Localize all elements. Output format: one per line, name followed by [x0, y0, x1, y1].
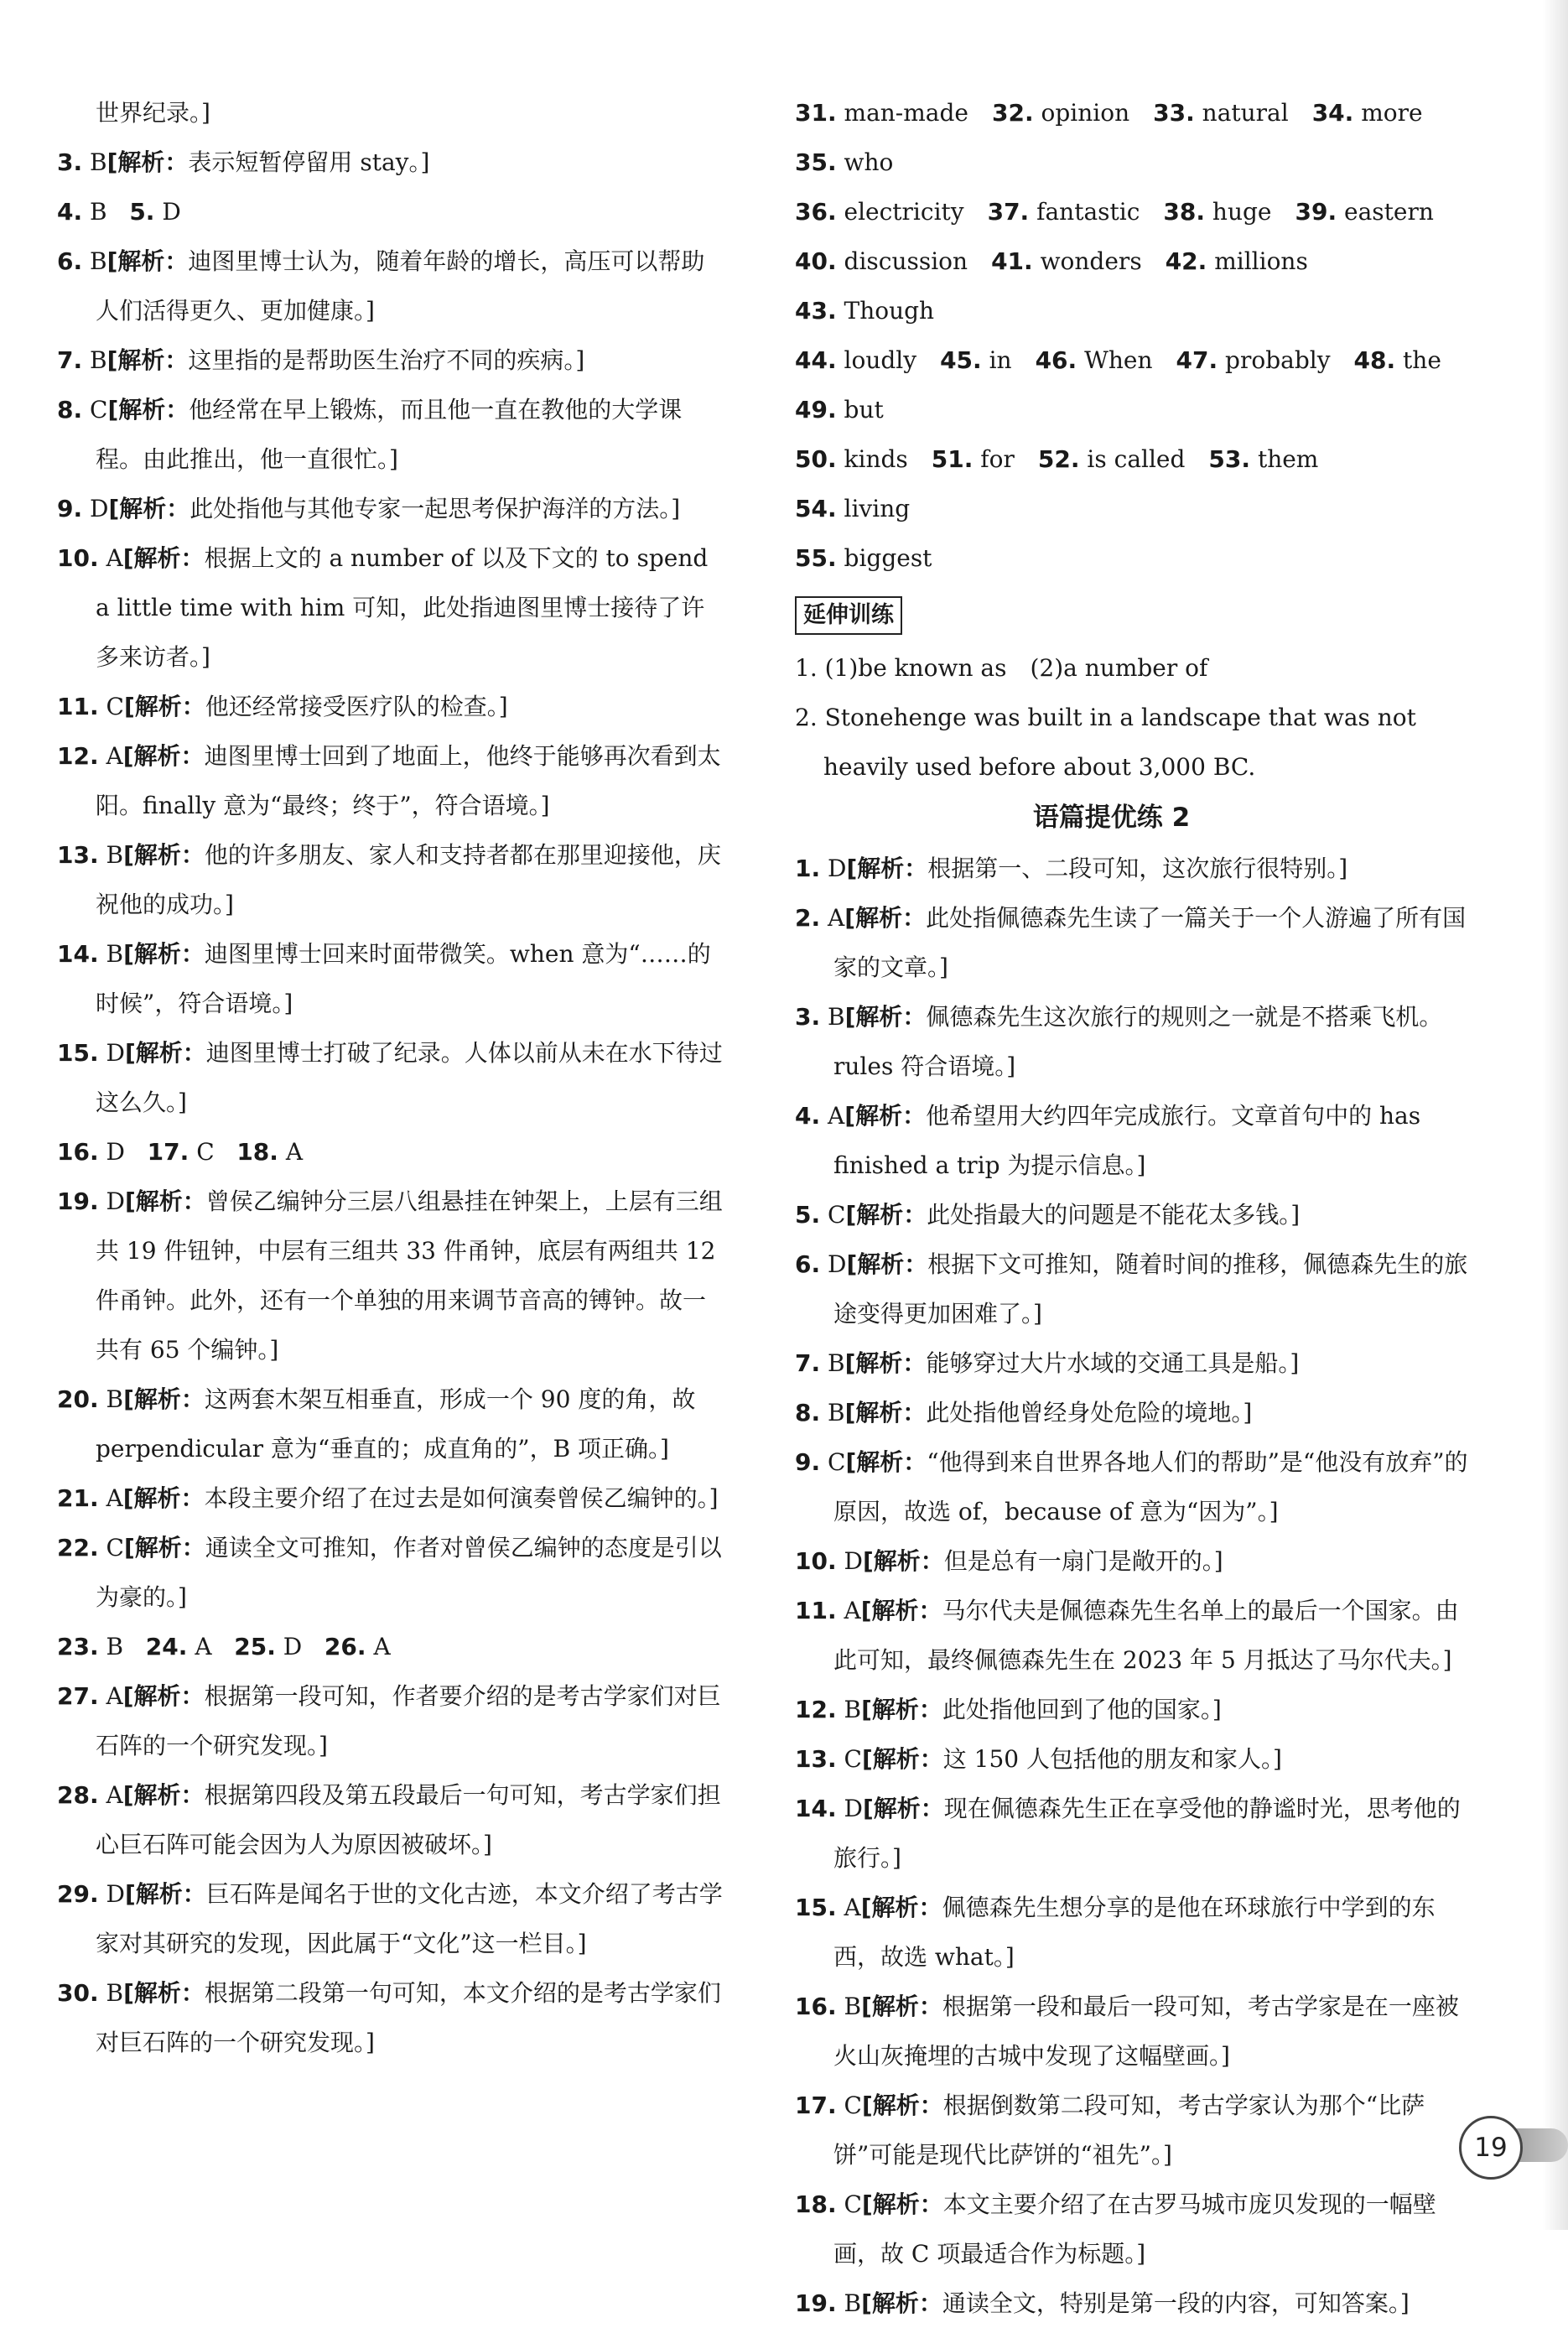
q-answer: B: [844, 1993, 862, 2020]
q-number: 54.: [795, 495, 837, 522]
analysis-text: 他还经常接受医疗队的检查。]: [205, 693, 508, 720]
analysis-text: 迪图里博士回来时面带微笑。when 意为“……的时候”，符合语境。]: [96, 940, 711, 1017]
vocab-item: [1354, 335, 1441, 385]
q-number: 16.: [57, 1138, 99, 1166]
analysis-text: 这两套木架互相垂直，形成一个 90 度的角，故 perpendicular 意为“垂直的；成直角的”，B 项正确。]: [96, 1385, 696, 1463]
analysis-text: 根据第一、二段可知，这次旅行很特别。]: [927, 855, 1348, 882]
answer-entry-19: [57, 1177, 728, 1374]
q-answer: D: [162, 198, 181, 226]
vocab-word: in: [989, 346, 1012, 374]
analysis-tag: [解析：: [862, 1547, 944, 1575]
q-number: 9.: [795, 1448, 821, 1476]
q-number: 24.: [145, 1633, 188, 1660]
vocab-item: [991, 236, 1142, 286]
q-answer: B: [828, 1003, 845, 1031]
q-number: 4.: [795, 1102, 821, 1130]
vocab-word: millions: [1214, 247, 1308, 275]
answer-entry-20: [57, 1374, 728, 1473]
answer-entry-22: [57, 1523, 728, 1622]
q-answer: C: [828, 1448, 846, 1476]
q-number: 29.: [57, 1880, 99, 1908]
q-number: 31.: [795, 99, 837, 127]
vocab-word: opinion: [1041, 99, 1130, 127]
extension-item-1: 1. (1)be known as (2)a number of: [795, 654, 1208, 682]
answer-entry: [795, 2180, 1478, 2279]
analysis-text: 但是总有一扇门是敞开的。]: [943, 1547, 1223, 1575]
q-answer: C: [106, 1534, 124, 1562]
analysis-tag: [解析：: [123, 1534, 205, 1562]
analysis-tag: [解析：: [861, 2289, 942, 2317]
vocab-word: kinds: [844, 445, 908, 473]
q-answer: D: [106, 1880, 125, 1908]
vocab-item: [795, 434, 908, 484]
answer-entry-27: [57, 1671, 728, 1770]
q-number: 5.: [129, 198, 155, 226]
section2-answers: [795, 844, 1478, 2328]
q-number: 36.: [795, 198, 837, 226]
page-number: 19: [1459, 2116, 1523, 2180]
answer-entry: [795, 893, 1478, 992]
q-answer: D: [844, 1547, 863, 1575]
vocab-word: electricity: [844, 198, 964, 226]
q-number: 26.: [324, 1633, 366, 1660]
q-number: 53.: [1208, 445, 1251, 473]
q-answer: D: [828, 855, 847, 882]
answer-entry: [795, 1091, 1478, 1190]
analysis-tag: [解析：: [844, 1102, 927, 1130]
analysis-tag: [解析：: [860, 1597, 942, 1624]
q-number: 3.: [795, 1003, 821, 1031]
analysis-tag: [解析：: [846, 1250, 928, 1278]
answer-entry: [795, 1388, 1478, 1437]
analysis-text: 此处指他与其他专家一起思考保护海洋的方法。]: [190, 495, 681, 522]
analysis-text: 马尔代夫是佩德森先生名单上的最后一个国家。由此可知，最终佩德森先生在 2023 年 5 月抵达了马尔代夫。]: [833, 1597, 1459, 1674]
vocab-word: loudly: [844, 346, 917, 374]
q-number: 15.: [57, 1039, 99, 1067]
q-number: 27.: [57, 1682, 99, 1710]
q-answer: A: [828, 1102, 845, 1130]
analysis-tag: [解析：: [123, 1385, 205, 1413]
q-answer: D: [106, 1187, 125, 1215]
analysis-tag: [解析：: [107, 396, 190, 424]
q-number: 3.: [57, 148, 83, 176]
answer-entry-15: [57, 1028, 728, 1127]
analysis-text: 迪图里博士打破了纪录。人体以前从未在水下待过这么久。]: [96, 1039, 723, 1116]
analysis-text: 根据第二段第一句可知，本文介绍的是考古学家们对巨石阵的一个研究发现。]: [96, 1979, 721, 2056]
vocab-word: more: [1361, 99, 1423, 127]
q-answer: D: [106, 1138, 125, 1166]
extension-item-2: 2. Stonehenge was built in a landscape that was not heavily used before about 3,000 BC.: [795, 704, 1416, 781]
q-answer: C: [844, 1745, 862, 1773]
q-answer: B: [106, 940, 124, 968]
answer-entry: [795, 2279, 1478, 2328]
continuation-text: 世界纪录。]: [96, 99, 210, 127]
answer-entry: [795, 1784, 1478, 1883]
q-answer: A: [106, 1484, 123, 1512]
analysis-tag: [解析：: [122, 544, 205, 572]
analysis-tag: [解析：: [845, 1448, 927, 1476]
analysis-tag: [解析：: [844, 904, 927, 932]
vocab-item: [1036, 335, 1153, 385]
q-number: 39.: [1295, 198, 1337, 226]
q-answer: C: [90, 396, 108, 424]
analysis-text: 迪图里博士认为，随着年龄的增长，高压可以帮助人们活得更久、更加健康。]: [96, 247, 705, 325]
vocab-word: living: [844, 495, 911, 522]
q-number: 49.: [795, 396, 837, 424]
vocab-item: [932, 434, 1015, 484]
vocab-word: the: [1403, 346, 1441, 374]
q-answer: A: [106, 742, 123, 770]
q-answer: C: [196, 1138, 215, 1166]
vocab-word: eastern: [1344, 198, 1434, 226]
analysis-text: 这 150 人包括他的朋友和家人。]: [942, 1745, 1282, 1773]
q-number: 37.: [987, 198, 1030, 226]
answer-entry: [795, 1437, 1478, 1536]
q-answer: C: [106, 693, 124, 720]
analysis-text: 巨石阵是闻名于世的文化古迹，本文介绍了考古学家对其研究的发现，因此属于“文化”这一栏目。]: [96, 1880, 723, 1957]
q-answer: A: [373, 1633, 391, 1660]
analysis-text: 根据上文的 a number of 以及下文的 to spend a little time with him 可知，此处指迪图里博士接待了许多来访者。]: [96, 544, 709, 671]
analysis-text: 此处指佩德森先生读了一篇关于一个人游遍了所有国家的文章。]: [833, 904, 1467, 981]
q-number: 11.: [795, 1597, 837, 1624]
answer-entry: [795, 2081, 1478, 2180]
q-number: 18.: [795, 2190, 837, 2218]
analysis-text: 能够穿过大片水域的交通工具是船。]: [926, 1349, 1300, 1377]
vocab-word: discussion: [844, 247, 968, 275]
analysis-tag: [解析：: [861, 1745, 943, 1773]
analysis-text: 曾侯乙编钟分三层八组悬挂在钟架上，上层有三组共 19 件钮钟，中层有三组共 33 件甬钟，底层有两组共 12 件甬钟。此外，还有一个单独的用来调节音高的镈钟。故一共有 65 个编钟。]: [96, 1187, 723, 1364]
analysis-text: 本段主要介绍了在过去是如何演奏曾侯乙编钟的。]: [204, 1484, 719, 1512]
analysis-text: 此处指最大的问题是不能花太多钱。]: [927, 1201, 1301, 1229]
vocab-item: [795, 335, 916, 385]
q-number: 50.: [795, 445, 837, 473]
analysis-tag: [解析：: [124, 1880, 206, 1908]
vocab-item: [1208, 434, 1318, 484]
q-number: 18.: [236, 1138, 278, 1166]
q-answer: D: [844, 1795, 863, 1822]
analysis-text: 此处指他回到了他的国家。]: [942, 1696, 1222, 1723]
answer-short-row: [57, 187, 728, 236]
vocab-word: biggest: [844, 544, 932, 572]
answer-short-row: [57, 1127, 728, 1177]
q-number: 33.: [1153, 99, 1195, 127]
q-number: 5.: [795, 1201, 821, 1229]
q-number: 52.: [1037, 445, 1080, 473]
answer-entry: [795, 844, 1478, 893]
q-answer: B: [90, 198, 107, 226]
answer-entry-12: [57, 731, 728, 830]
analysis-text: 根据第一段可知，作者要介绍的是考古学家们对巨石阵的一个研究发现。]: [96, 1682, 721, 1759]
analysis-tag: [解析：: [108, 495, 190, 522]
q-number: 35.: [795, 148, 837, 176]
analysis-tag: [解析：: [844, 1349, 927, 1377]
analysis-text: 这里指的是帮助医生治疗不同的疾病。]: [188, 346, 585, 374]
q-number: 17.: [147, 1138, 190, 1166]
vocab-word: man-made: [844, 99, 968, 127]
vocab-item: [795, 187, 964, 236]
analysis-tag: [解析：: [845, 1201, 927, 1229]
q-answer: B: [106, 1385, 124, 1413]
analysis-text: 通读全文可推知，作者对曾侯乙编钟的态度是引以为豪的。]: [96, 1534, 722, 1611]
analysis-tag: [解析：: [106, 247, 189, 275]
analysis-tag: [解析：: [122, 1781, 205, 1809]
right-column: [795, 88, 1478, 2328]
analysis-text: 通读全文，特别是第一段的内容，可知答案。]: [942, 2289, 1410, 2317]
answer-entry-10: [57, 533, 728, 682]
vocab-item: [795, 138, 893, 187]
q-number: 4.: [57, 198, 83, 226]
q-answer: D: [283, 1633, 303, 1660]
answer-entry-30: [57, 1968, 728, 2067]
vocab-item: [1312, 88, 1423, 138]
q-number: 19.: [795, 2289, 837, 2317]
analysis-tag: [解析：: [844, 1003, 927, 1031]
answer-entry-11: [57, 682, 728, 731]
vocab-item: [1038, 434, 1186, 484]
q-number: 8.: [795, 1399, 821, 1426]
q-answer: B: [90, 346, 107, 374]
vocab-word: natural: [1202, 99, 1289, 127]
q-number: 16.: [795, 1993, 837, 2020]
q-number: 12.: [57, 742, 99, 770]
analysis-text: 迪图里博士回到了地面上，他终于能够再次看到太阳。finally 意为“最终；终于”，符合语境。]: [96, 742, 721, 819]
analysis-tag: [解析：: [106, 148, 189, 176]
q-number: 10.: [57, 544, 99, 572]
answer-entry: [795, 1190, 1478, 1239]
q-number: 41.: [991, 247, 1033, 275]
q-answer: A: [844, 1894, 861, 1921]
vocab-item: [988, 187, 1140, 236]
q-answer: A: [285, 1138, 304, 1166]
q-number: 32.: [992, 99, 1034, 127]
vocab-item: [795, 88, 968, 138]
answer-entry: [795, 992, 1478, 1091]
q-number: 47.: [1176, 346, 1218, 374]
analysis-text: 根据第一段和最后一段可知，考古学家是在一座被火山灰掩埋的古城中发现了这幅壁画。]: [833, 1993, 1459, 2070]
analysis-text: 表示短暂停留用 stay。]: [188, 148, 430, 176]
q-number: 17.: [795, 2092, 837, 2119]
q-number: 43.: [795, 297, 837, 325]
answer-entry-14: [57, 929, 728, 1028]
analysis-tag: [解析：: [122, 742, 205, 770]
q-answer: A: [106, 1781, 123, 1809]
q-answer: D: [90, 495, 109, 522]
vocab-item: [1295, 187, 1433, 236]
analysis-tag: [解析：: [861, 2190, 943, 2218]
q-number: 42.: [1165, 247, 1207, 275]
vocab-word: probably: [1225, 346, 1331, 374]
analysis-text: 佩德森先生想分享的是他在环球旅行中学到的东西，故选 what。]: [833, 1894, 1436, 1971]
q-number: 45.: [940, 346, 982, 374]
vocab-word: When: [1084, 346, 1153, 374]
answer-entry: [795, 1536, 1478, 1586]
q-number: 6.: [57, 247, 83, 275]
q-answer: A: [106, 1682, 123, 1710]
analysis-tag: [解析：: [862, 1795, 944, 1822]
q-number: 7.: [57, 346, 83, 374]
q-answer: B: [844, 1696, 862, 1723]
vocab-word: huge: [1212, 198, 1272, 226]
vocab-word: them: [1257, 445, 1319, 473]
q-answer: B: [106, 1979, 124, 2007]
answer-entry-13: [57, 830, 728, 929]
q-number: 13.: [795, 1745, 837, 1773]
answer-short-row: [57, 1622, 728, 1671]
analysis-text: 他希望用大约四年完成旅行。文章首句中的 has finished a trip 为提示信息。]: [833, 1102, 1421, 1179]
q-number: 51.: [931, 445, 974, 473]
answer-entry-7: [57, 335, 728, 385]
analysis-tag: [解析：: [844, 1399, 927, 1426]
analysis-tag: [解析：: [123, 841, 205, 869]
q-answer: C: [844, 2092, 862, 2119]
vocab-word: is called: [1087, 445, 1186, 473]
answer-entry: [795, 1982, 1478, 2081]
q-answer: A: [828, 904, 845, 932]
q-answer: C: [844, 2190, 862, 2218]
analysis-text: 他的许多朋友、家人和支持者都在那里迎接他，庆祝他的成功。]: [96, 841, 721, 918]
answer-entry: [795, 1734, 1478, 1784]
answer-entry-6: [57, 236, 728, 335]
q-number: 44.: [795, 346, 837, 374]
analysis-tag: [解析：: [860, 1894, 942, 1921]
analysis-text: 现在佩德森先生正在享受他的静谧时光，思考他的旅行。]: [833, 1795, 1461, 1872]
vocab-item: [795, 484, 910, 533]
analysis-tag: [解析：: [124, 1187, 206, 1215]
vocab-word: who: [844, 148, 894, 176]
q-number: 21.: [57, 1484, 99, 1512]
vocab-word: wonders: [1040, 247, 1142, 275]
q-number: 20.: [57, 1385, 99, 1413]
vocab-item: [795, 533, 932, 583]
q-number: 14.: [795, 1795, 837, 1822]
q-number: 14.: [57, 940, 99, 968]
vocab-word: but: [844, 396, 884, 424]
q-number: 22.: [57, 1534, 99, 1562]
page-edge: [1543, 0, 1568, 2230]
q-answer: A: [195, 1633, 212, 1660]
analysis-tag: [解析：: [861, 1993, 942, 2020]
analysis-text: 根据倒数第二段可知，考古学家认为那个“比萨饼”可能是现代比萨饼的“祖先”。]: [833, 2092, 1425, 2169]
q-number: 55.: [795, 544, 837, 572]
q-number: 30.: [57, 1979, 99, 2007]
q-number: 6.: [795, 1250, 821, 1278]
analysis-tag: [解析：: [122, 1682, 205, 1710]
answer-entry-9: [57, 484, 728, 533]
vocab-item: [1163, 187, 1271, 236]
analysis-text: “他得到来自世界各地人们的帮助”是“他没有放弃”的原因，故选 of，because of 意为“因为”。]: [833, 1448, 1468, 1525]
analysis-text: 此处指他曾经身处危险的境地。]: [926, 1399, 1253, 1426]
vocab-word: for: [980, 445, 1015, 473]
analysis-text: 佩德森先生这次旅行的规则之一就是不搭乘飞机。rules 符合语境。]: [833, 1003, 1443, 1080]
q-answer: B: [90, 247, 107, 275]
q-number: 34.: [1311, 99, 1354, 127]
q-answer: B: [828, 1349, 845, 1377]
analysis-text: 他经常在早上锻炼，而且他一直在教他的大学课程。由此推出，他一直很忙。]: [96, 396, 683, 473]
analysis-tag: [解析：: [106, 346, 189, 374]
vocab-item: [1176, 335, 1331, 385]
q-number: 19.: [57, 1187, 99, 1215]
q-number: 11.: [57, 693, 99, 720]
analysis-tag: [解析：: [124, 1039, 206, 1067]
q-answer: B: [106, 841, 124, 869]
q-number: 40.: [795, 247, 837, 275]
answer-entry-21: [57, 1473, 728, 1523]
vocab-word: Though: [844, 297, 935, 325]
q-answer: B: [106, 1633, 124, 1660]
q-answer: B: [90, 148, 107, 176]
q-answer: C: [828, 1201, 846, 1229]
analysis-tag: [解析：: [123, 1979, 205, 2007]
q-number: 10.: [795, 1547, 837, 1575]
q-number: 9.: [57, 495, 83, 522]
vocab-item: [940, 335, 1012, 385]
vocab-item: [795, 236, 968, 286]
q-number: 38.: [1163, 198, 1206, 226]
q-answer: D: [828, 1250, 847, 1278]
q-number: 15.: [795, 1894, 837, 1921]
answer-entry-8: [57, 385, 728, 484]
analysis-tag: [解析：: [122, 1484, 205, 1512]
vocab-item: [992, 88, 1129, 138]
analysis-tag: [解析：: [861, 2092, 943, 2119]
q-number: 2.: [795, 904, 821, 932]
q-number: 48.: [1353, 346, 1396, 374]
answer-entry-29: [57, 1869, 728, 1968]
left-column: [57, 88, 728, 2067]
q-answer: B: [844, 2289, 862, 2317]
section-title: 语篇提优练 2: [1032, 803, 1191, 833]
q-number: 46.: [1035, 346, 1077, 374]
analysis-text: 根据第四段及第五段最后一句可知，考古学家们担心巨石阵可能会因为人为原因被破坏。]: [96, 1781, 721, 1858]
analysis-text: 本文主要介绍了在古罗马城市庞贝发现的一幅壁画，故 C 项最适合作为标题。]: [833, 2190, 1436, 2268]
vocab-item: [1153, 88, 1289, 138]
analysis-tag: [解析：: [123, 693, 205, 720]
q-number: 7.: [795, 1349, 821, 1377]
answer-entry-3: [57, 138, 728, 187]
q-answer: B: [828, 1399, 845, 1426]
q-number: 8.: [57, 396, 83, 424]
answer-continuation: [57, 88, 728, 138]
answer-entry: [795, 1586, 1478, 1685]
extension-label: 延伸训练: [795, 596, 902, 635]
answer-entry: [795, 1338, 1478, 1388]
q-number: 12.: [795, 1696, 837, 1723]
vocab-answers: [795, 88, 1478, 583]
q-number: 25.: [234, 1633, 276, 1660]
analysis-text: 根据下文可推知，随着时间的推移，佩德森先生的旅途变得更加困难了。]: [833, 1250, 1468, 1328]
answer-entry: [795, 1239, 1478, 1338]
answer-entry: [795, 1685, 1478, 1734]
vocab-item: [1166, 236, 1308, 286]
q-number: 28.: [57, 1781, 99, 1809]
analysis-tag: [解析：: [846, 855, 928, 882]
answer-entry-28: [57, 1770, 728, 1869]
q-number: 23.: [57, 1633, 99, 1660]
vocab-word: fantastic: [1036, 198, 1140, 226]
vocab-item: [795, 385, 884, 434]
q-number: 1.: [795, 855, 821, 882]
q-answer: A: [106, 544, 123, 572]
analysis-tag: [解析：: [861, 1696, 942, 1723]
q-answer: D: [106, 1039, 125, 1067]
analysis-tag: [解析：: [123, 940, 205, 968]
q-number: 13.: [57, 841, 99, 869]
vocab-item: [795, 286, 934, 335]
q-answer: A: [844, 1597, 861, 1624]
answer-entry: [795, 1883, 1478, 1982]
